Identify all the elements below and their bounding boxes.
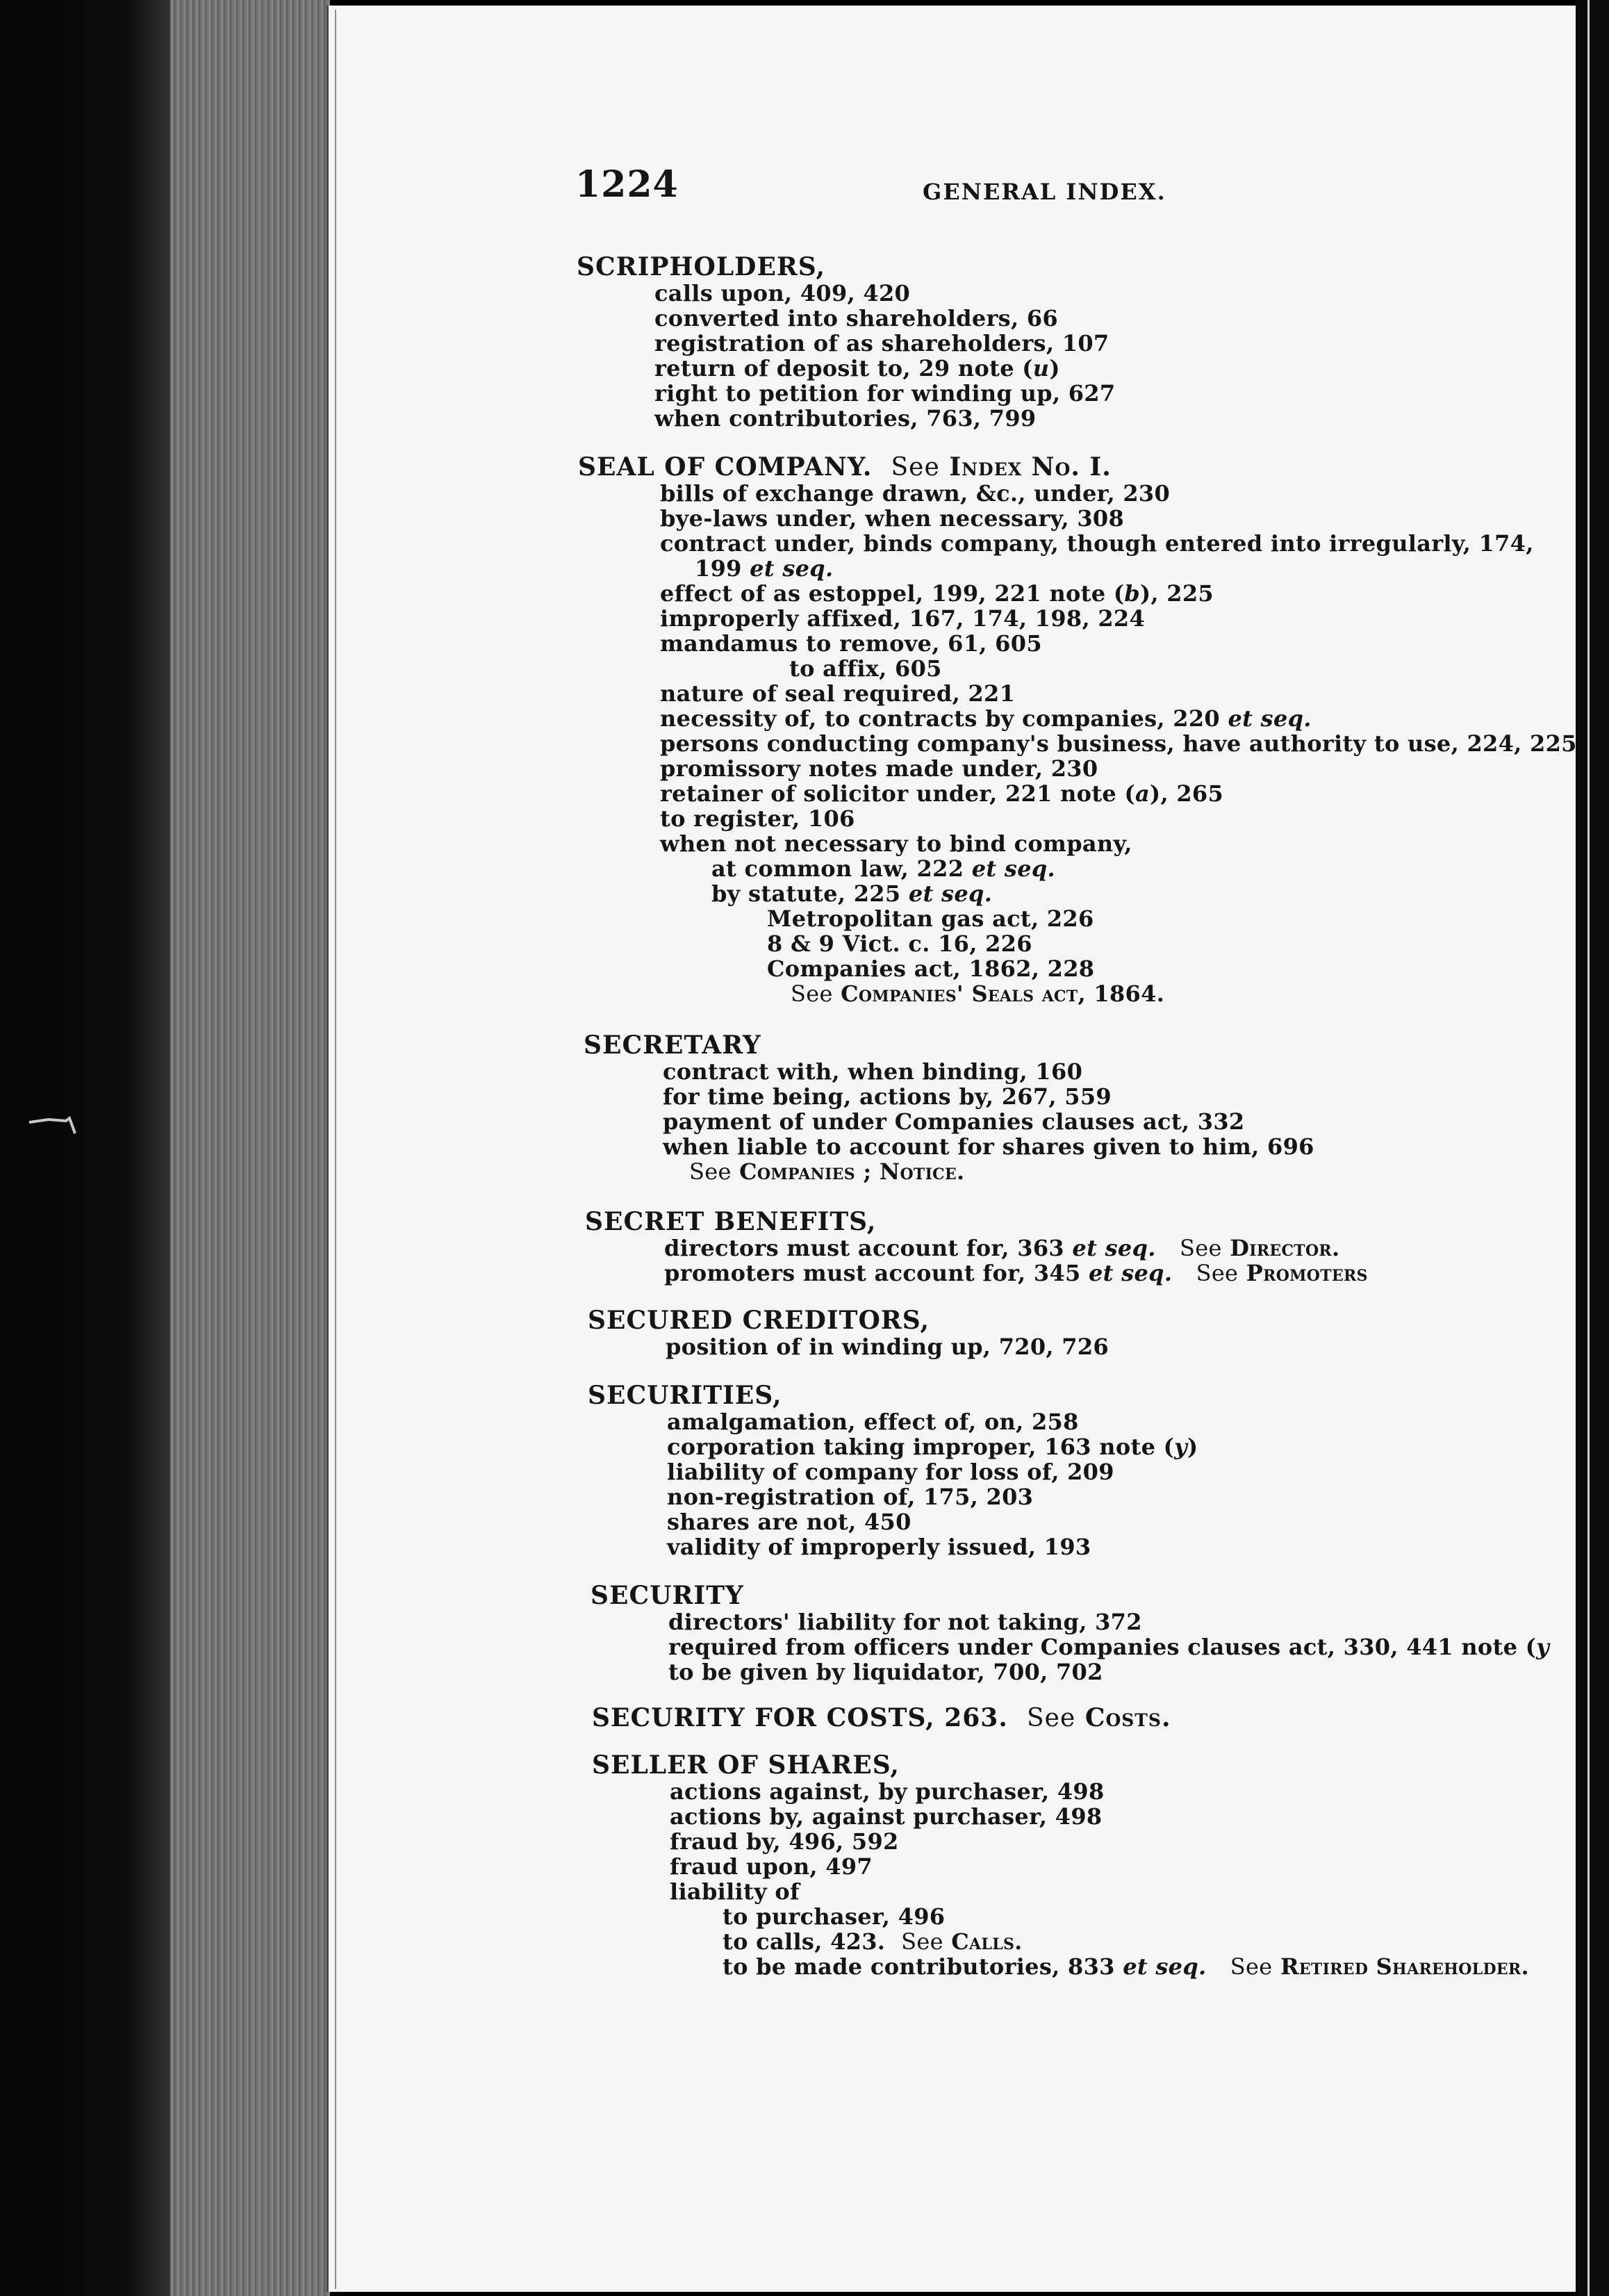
subentry: registration of as shareholders, 107 <box>654 330 1109 356</box>
subentry: calls upon, 409, 420 <box>654 280 911 306</box>
subentry-nested: by statute, 225 et seq. <box>711 880 993 907</box>
entry-heading-securities: SECURITIES, <box>588 1381 782 1410</box>
entry-heading-security-for-costs: SECURITY FOR COSTS, 263. See Costs. <box>592 1703 1171 1732</box>
subentry: right to petition for winding up, 627 <box>654 380 1116 407</box>
entry-heading-scripholders: SCRIPHOLDERS, <box>577 252 825 281</box>
subentry-nested-2: Companies act, 1862, 228 <box>767 956 1095 982</box>
subentry: bye-laws under, when necessary, 308 <box>660 505 1125 532</box>
subentry-nested: to purchaser, 496 <box>723 1903 946 1930</box>
subentry-nested-2: Metropolitan gas act, 226 <box>767 905 1094 932</box>
subentry: amalgamation, effect of, on, 258 <box>667 1409 1079 1435</box>
subentry: promoters must account for, 345 et seq. See Promoters <box>664 1260 1368 1286</box>
subentry-nested: at common law, 222 et seq. <box>711 855 1055 882</box>
subentry-nested: to affix, 605 <box>789 655 942 682</box>
subentry-continuation: 199 et seq. <box>695 555 834 582</box>
subentry: when contributories, 763, 799 <box>654 405 1037 432</box>
subentry: required from officers under Companies clauses act, 330, 441 note (y <box>668 1634 1550 1660</box>
subentry: liability of company for loss of, 209 <box>667 1459 1114 1485</box>
subentry: improperly affixed, 167, 174, 198, 224 <box>660 605 1146 632</box>
subentry-nested-2: 8 & 9 Vict. c. 16, 226 <box>767 930 1032 957</box>
subentry: when liable to account for shares given to him, 696 <box>663 1133 1314 1160</box>
subentry-nested: to calls, 423. See Calls. <box>723 1928 1023 1955</box>
subentry: contract with, when binding, 160 <box>663 1058 1083 1085</box>
entry-heading-security: SECURITY <box>591 1581 744 1610</box>
subentry: to register, 106 <box>660 805 855 832</box>
subentry: payment of under Companies clauses act, 332 <box>663 1108 1245 1135</box>
subentry: return of deposit to, 29 note (u) <box>654 355 1060 382</box>
subentry: necessity of, to contracts by companies, 220 et seq. <box>660 705 1312 732</box>
subentry: directors must account for, 363 et seq. See Director. <box>664 1235 1340 1261</box>
subentry: bills of exchange drawn, &c., under, 230 <box>660 480 1171 507</box>
subentry: actions by, against purchaser, 498 <box>670 1803 1103 1830</box>
subentry: directors' liability for not taking, 372 <box>668 1609 1142 1635</box>
entry-heading-seal-of-company: SEAL OF COMPANY. See Index No. I. <box>578 452 1112 482</box>
entry-heading-secured-creditors: SECURED CREDITORS, <box>588 1306 930 1335</box>
subentry: persons conducting company's business, have authority to use, 224, 225 <box>660 730 1577 757</box>
subentry: fraud upon, 497 <box>670 1853 873 1880</box>
subentry: contract under, binds company, though entered into irregularly, 174, <box>660 530 1534 557</box>
subentry: liability of <box>670 1878 800 1905</box>
subentry: for time being, actions by, 267, 559 <box>663 1083 1112 1110</box>
entry-heading-secretary: SECRETARY <box>584 1031 761 1060</box>
subentry: validity of improperly issued, 193 <box>667 1534 1091 1560</box>
subentry: position of in winding up, 720, 726 <box>666 1334 1109 1360</box>
subentry: converted into shareholders, 66 <box>654 305 1058 331</box>
subentry: to be given by liquidator, 700, 702 <box>668 1659 1103 1685</box>
page-number: 1224 <box>575 163 679 206</box>
subentry: actions against, by purchaser, 498 <box>670 1778 1105 1805</box>
see-also: See Companies' Seals act, 1864. <box>791 981 1165 1007</box>
subentry: mandamus to remove, 61, 605 <box>660 630 1042 657</box>
subentry: effect of as estoppel, 199, 221 note (b), 225 <box>660 580 1214 607</box>
entry-heading-secret-benefits: SECRET BENEFITS, <box>585 1207 877 1236</box>
subentry: fraud by, 496, 592 <box>670 1828 899 1855</box>
subentry: corporation taking improper, 163 note (y) <box>667 1434 1198 1460</box>
subentry: nature of seal required, 221 <box>660 680 1016 707</box>
subentry: promissory notes made under, 230 <box>660 755 1098 782</box>
subentry: retainer of solicitor under, 221 note (a), 265 <box>660 780 1224 807</box>
entry-heading-seller-of-shares: SELLER OF SHARES, <box>592 1750 900 1780</box>
subentry: non-registration of, 175, 203 <box>667 1484 1034 1510</box>
subentry: shares are not, 450 <box>667 1509 911 1535</box>
see-also: See Companies ; Notice. <box>689 1158 965 1185</box>
subentry: when not necessary to bind company, <box>660 830 1132 857</box>
running-head: GENERAL INDEX. <box>923 179 1166 205</box>
subentry-nested: to be made contributories, 833 et seq. See Retired Shareholder. <box>723 1953 1529 1980</box>
